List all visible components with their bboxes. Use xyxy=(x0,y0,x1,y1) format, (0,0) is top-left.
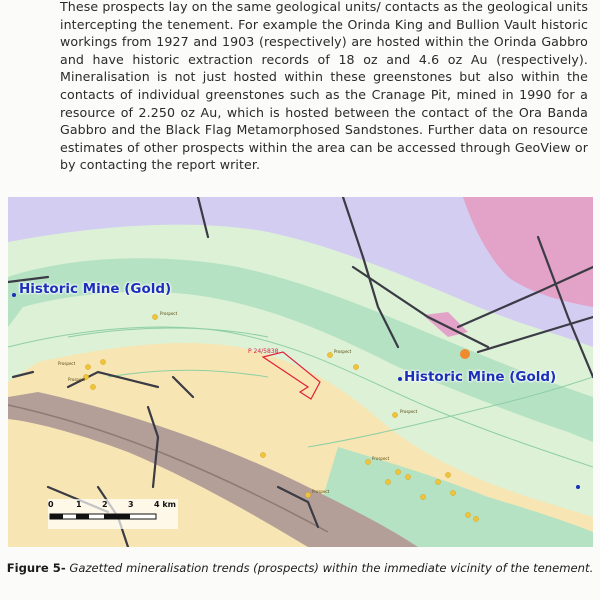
scale-tick-label: 1 xyxy=(76,500,82,509)
prospect-dot xyxy=(365,459,370,464)
prospect-dot xyxy=(450,490,455,495)
mine-point xyxy=(398,377,402,381)
prospect-dot xyxy=(353,364,358,369)
prospect-dot xyxy=(85,364,90,369)
scale-bar-graphic xyxy=(48,511,178,525)
scale-tick-label: 3 xyxy=(128,500,134,509)
figure-caption xyxy=(0,560,600,576)
prospect-dot xyxy=(305,492,310,497)
prospect-dot xyxy=(405,474,410,479)
historic-mine-label: Historic Mine (Gold) xyxy=(19,281,172,297)
tenement-label: P 24/5838 xyxy=(248,348,279,355)
scale-bar xyxy=(48,499,178,529)
caption-text: Gazetted mineralisation trends (prospects) within the immediate vicinity of the tenement. xyxy=(65,561,594,575)
prospect-dot xyxy=(90,384,95,389)
historic-mine-marker xyxy=(460,349,470,359)
figure-number: Figure 5- xyxy=(6,561,66,575)
prospect-dot xyxy=(392,412,397,417)
prospect-dot xyxy=(445,472,450,477)
prospect-dot xyxy=(152,314,157,319)
prospect-dot xyxy=(260,452,265,457)
prospect-dot xyxy=(473,516,478,521)
mine-point xyxy=(12,293,16,297)
prospect-label: Prospect xyxy=(68,377,86,382)
scale-tick-label: 4 km xyxy=(154,500,177,509)
prospect-dot xyxy=(435,479,440,484)
body-paragraph: These prospects lay on the same geological units/ contacts as the geological units intercepting the tenement. For example the Orinda King and Bullion Vault historic workings from 1927 and 1903 (respectively) are hosted within the Orinda Gabbro and have historic extraction records of 18 oz and 4.6 oz Au (respectively). Mineralisation is not just hosted within these greenstones but also within the contacts of individual greenstones such as the Cranage Pit, mined in 1990 for a resource of 2.250 oz Au, which is hosted between the contact of the Ora Banda Gabbro and the Black Flag Metamorphosed Sandstones. Further data on resource estimates of other prospects within the area can be accessed through GeoView or by contacting the report writer. xyxy=(60,0,588,173)
prospect-dot xyxy=(465,512,470,517)
mine-point xyxy=(576,485,580,489)
prospect-label: Prospect xyxy=(400,409,418,414)
historic-mine-label: Historic Mine (Gold) xyxy=(404,369,557,385)
prospect-dot xyxy=(100,359,105,364)
prospect-dot xyxy=(420,494,425,499)
prospect-label: Prospect xyxy=(312,489,330,494)
scale-tick-label: 0 xyxy=(48,500,54,509)
prospect-label: Prospect xyxy=(160,311,178,316)
scale-tick-label: 2 xyxy=(102,500,108,509)
geology-map xyxy=(8,197,593,547)
prospect-dot xyxy=(327,352,332,357)
prospect-label: Prospect xyxy=(58,361,76,366)
prospect-label: Prospect xyxy=(372,456,390,461)
prospect-dot xyxy=(395,469,400,474)
prospect-label: Prospect xyxy=(334,349,352,354)
prospect-dot xyxy=(385,479,390,484)
